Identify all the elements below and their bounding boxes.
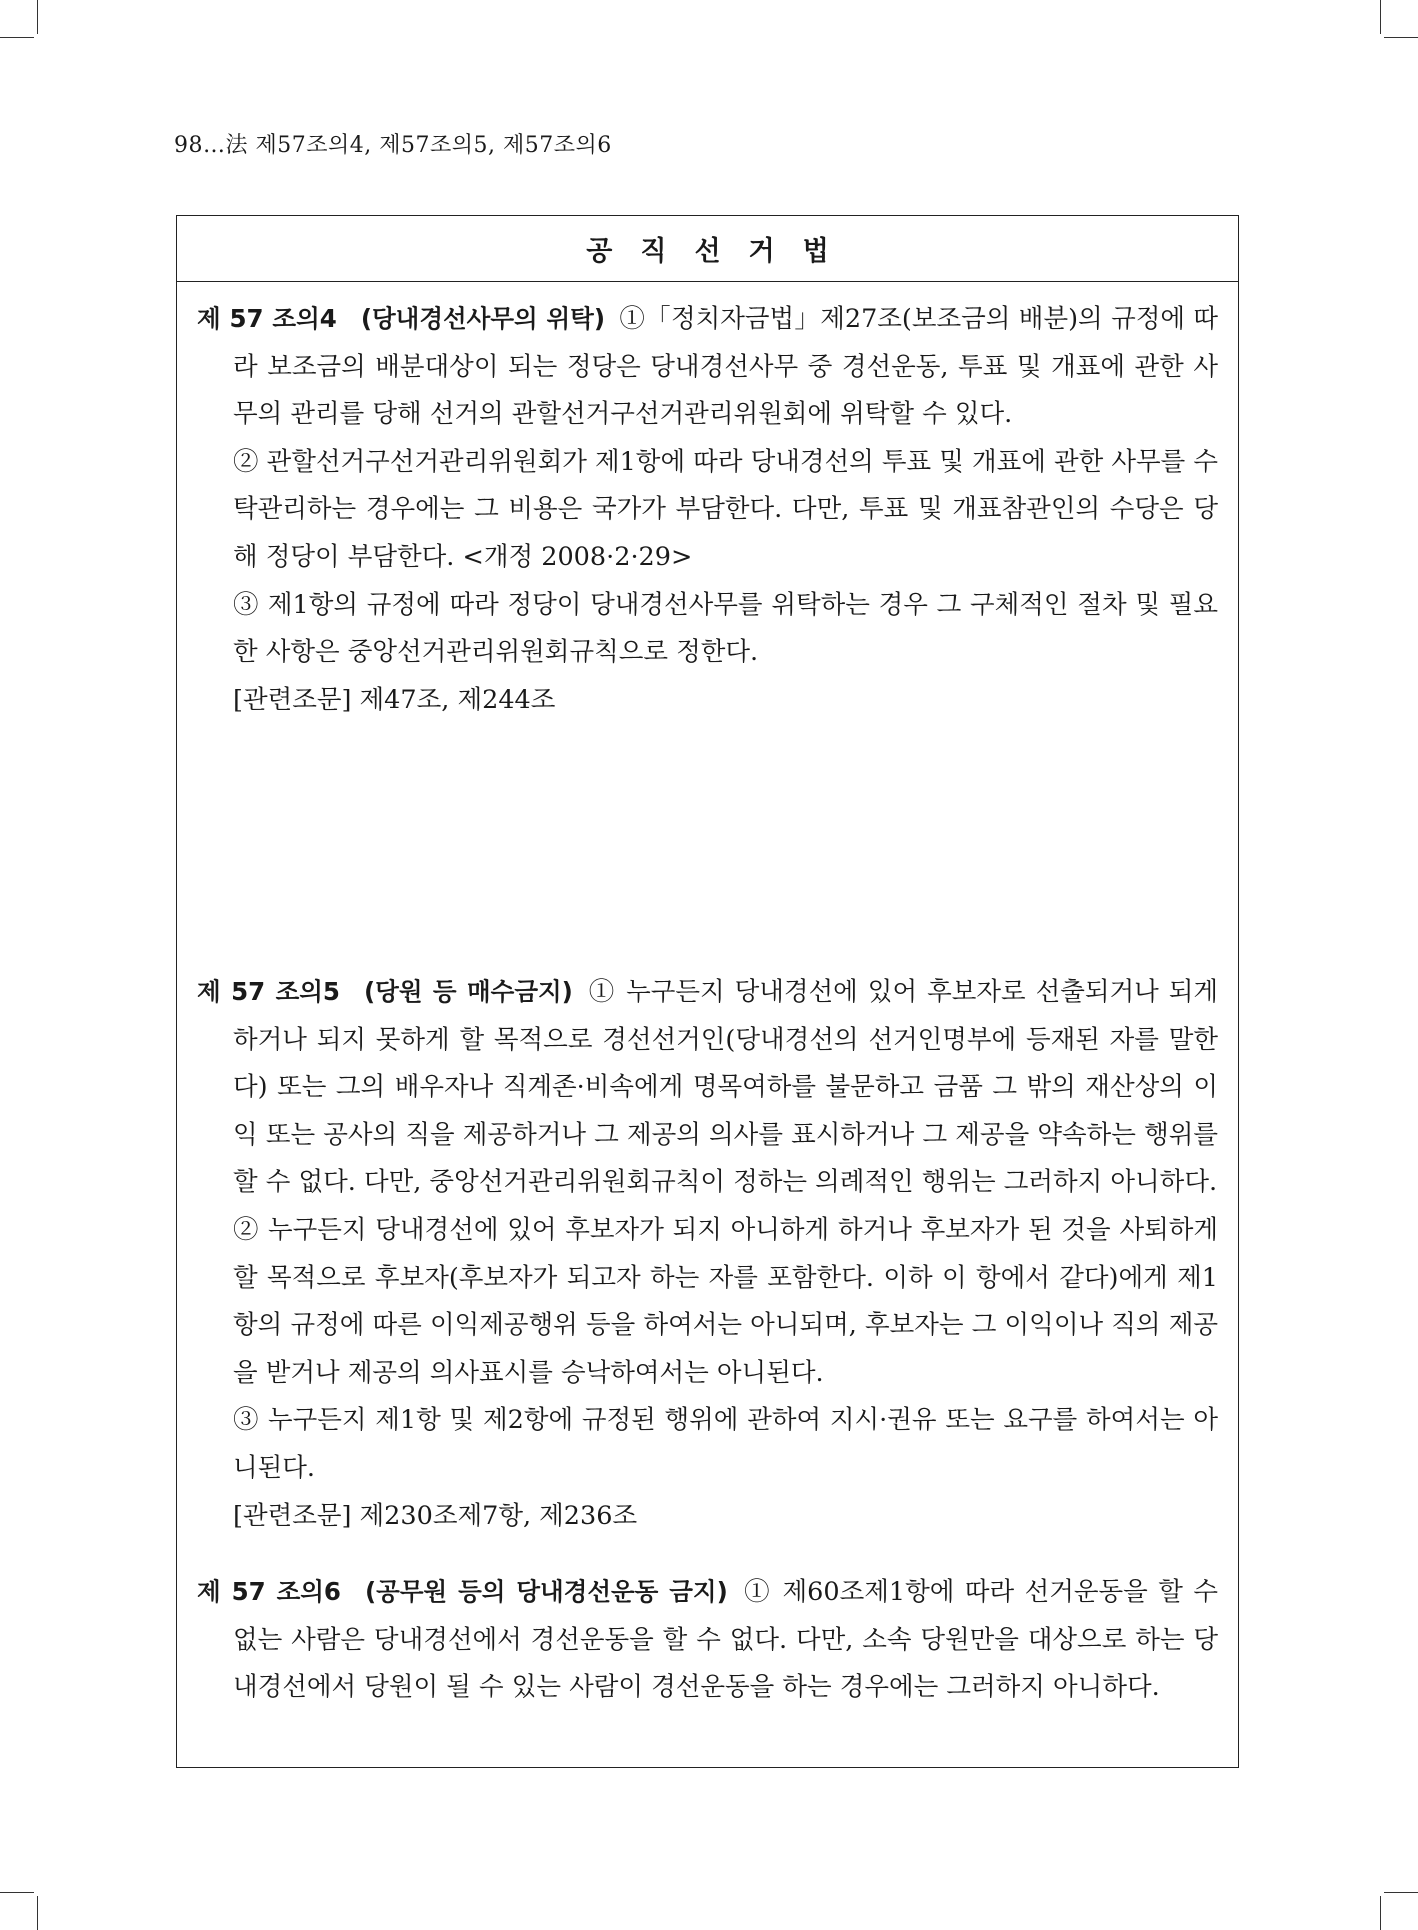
crop-mark-top-right [1380,0,1381,34]
law-title-bar [177,216,1238,282]
article-57-5-related-articles: [관련조문] 제230조제7항, 제236조 [233,1500,638,1531]
article-57-4-paragraph-2: ② 관할선거구선거관리위원회가 제1항에 따라 당내경선의 투표 및 개표에 관한 사무를 수탁관리하는 경우에는 그 비용은 국가가 부담한다. 다만, 투표 및 개표참관인의 수당은 당해 정당이 부담한다. <개정 2008·2·29> [233,446,1219,572]
article-57-5 [197,968,1218,1540]
crop-mark-bottom-left-h [0,1892,34,1893]
article-57-5-first-paragraph [197,968,1218,1207]
article-57-6-heading [197,1577,742,1606]
article-57-4-number: 제 57 조의4 [197,304,337,333]
crop-mark-bottom-left [37,1896,38,1930]
law-text-box [176,215,1239,1768]
running-header: 98…法 제57조의4, 제57조의5, 제57조의6 [174,133,612,158]
article-57-4-related-articles: [관련조문] 제47조, 제244조 [233,684,556,715]
law-title: 공직선거법 [586,236,857,267]
article-57-6-caption: (공무원 등의 당내경선운동 금지) [364,1577,728,1606]
article-57-4-heading [197,304,619,333]
article-57-4-text: ①「정치자금법」제27조(보조금의 배분)의 규정에 따라 보조금의 배분대상이 되는 정당은 당내경선사무 중 경선운동, 투표 및 개표에 관한 사무의 관리를 당해 선거의 관할선거구선거관리위원회에 위탁할 수 있다. [233,304,1219,430]
article-57-4 [197,295,1218,724]
article-57-5-number: 제 57 조의5 [197,977,340,1006]
crop-mark-top-right-h [1384,37,1418,38]
crop-mark-bottom-right [1380,1896,1381,1930]
article-57-4-first-paragraph [197,295,1218,439]
article-57-6-number: 제 57 조의6 [197,1577,341,1606]
article-57-6-first-paragraph [197,1568,1218,1712]
crop-mark-bottom-right-h [1384,1892,1418,1893]
article-57-4-caption: (당내경선사무의 위탁) [360,304,606,333]
crop-mark-top-left-h [0,37,34,38]
article-57-5-paragraph-2: ② 누구든지 당내경선에 있어 후보자가 되지 아니하게 하거나 후보자가 된 것을 사퇴하게 할 목적으로 후보자(후보자가 되고자 하는 자를 포함한다. 이하 이 항에서 같다)에게 제1항의 규정에 따른 이익제공행위 등을 하여서는 아니되며, 후보자는 그 이익이나 직의 제공을 받거나 제공의 의사표시를 승낙하여서는 아니된다. [233,1214,1218,1388]
article-57-5-heading [197,977,587,1006]
article-57-4-paragraph-3: ③ 제1항의 규정에 따라 정당이 당내경선사무를 위탁하는 경우 그 구체적인 절차 및 필요한 사항은 중앙선거관리위원회규칙으로 정한다. [233,589,1218,668]
article-57-5-text: ① 누구든지 당내경선에 있어 후보자로 선출되거나 되게 하거나 되지 못하게 할 목적으로 경선선거인(당내경선의 선거인명부에 등재된 자를 말한다) 또는 그의 배우자나 직계존·비속에게 명목여하를 불문하고 금품 그 밖의 재산상의 이익 또는 공사의 직을 제공하거나 그 제공의 의사를 표시하거나 그 제공을 약속하는 행위를 할 수 없다. 다만, 중앙선거관리위원회규칙이 정하는 의례적인 행위는 그러하지 아니하다. [233,977,1219,1198]
article-57-5-caption: (당원 등 매수금지) [363,977,573,1006]
crop-mark-top-left [37,0,38,34]
article-57-5-paragraph-3: ③ 누구든지 제1항 및 제2항에 규정된 행위에 관하여 지시·권유 또는 요구를 하여서는 아니된다. [233,1405,1218,1483]
article-57-6 [197,1568,1218,1712]
article-57-6-text: ① 제60조제1항에 따라 선거운동을 할 수 없는 사람은 당내경선에서 경선운동을 할 수 없다. 다만, 소속 당원만을 대상으로 하는 당내경선에서 당원이 될 수 있는 사람이 경선운동을 하는 경우에는 그러하지 아니하다. [233,1577,1218,1703]
